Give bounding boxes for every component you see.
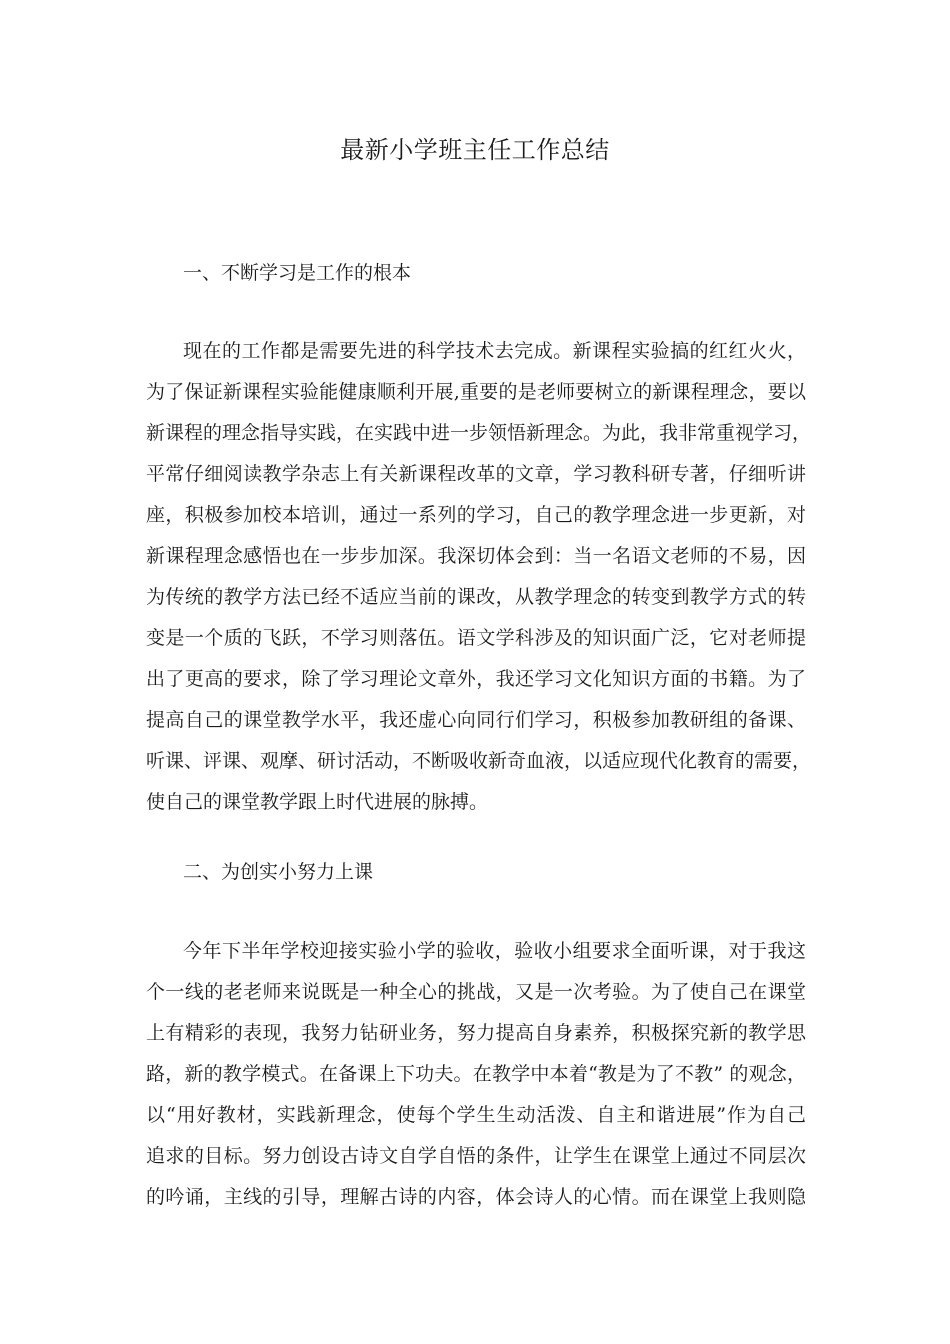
paragraph-line: 现在的工作都是需要先进的科学技术去完成。新课程实验搞的红红火火，	[183, 340, 806, 362]
paragraph-line: 路，新的教学模式。在备课上下功夫。在教学中本着“教是为了不教” 的观念，	[146, 1063, 806, 1085]
section-heading-2: 二、为创实小努力上课	[183, 861, 374, 883]
paragraph-line: 出了更高的要求，除了学习理论文章外，我还学习文化知识方面的书籍。为了	[146, 668, 806, 690]
paragraph-line: 追求的目标。努力创设古诗文自学自悟的条件，让学生在课堂上通过不同层次	[146, 1145, 806, 1167]
paragraph-line: 为了保证新课程实验能健康顺利开展,重要的是老师要树立的新课程理念，要以	[146, 381, 806, 403]
paragraph-line: 新课程理念感悟也在一步步加深。我深切体会到：当一名语文老师的不易，因	[146, 545, 806, 567]
paragraph-line: 为传统的教学方法已经不适应当前的课改，从教学理念的转变到教学方式的转	[146, 586, 806, 608]
paragraph-line: 今年下半年学校迎接实验小学的验收，验收小组要求全面听课，对于我这	[183, 940, 806, 962]
paragraph-line: 平常仔细阅读教学杂志上有关新课程改革的文章，学习教科研专著，仔细听讲	[146, 463, 806, 485]
section-1-paragraph	[146, 331, 812, 823]
section-heading-1: 一、不断学习是工作的根本	[183, 262, 412, 284]
paragraph-line: 新课程的理念指导实践，在实践中进一步领悟新理念。为此，我非常重视学习，	[146, 422, 812, 444]
paragraph-line: 变是一个质的飞跃，不学习则落伍。语文学科涉及的知识面广泛，它对老师提	[146, 627, 806, 649]
paragraph-line: 个一线的老老师来说既是一种全心的挑战，又是一次考验。为了使自己在课堂	[146, 981, 806, 1003]
paragraph-line: 提高自己的课堂教学水平，我还虚心向同行们学习，积极参加教研组的备课、	[146, 709, 806, 731]
paragraph-line: 使自己的课堂教学跟上时代进展的脉搏。	[146, 791, 489, 813]
section-2-paragraph	[146, 931, 806, 1218]
document-title: 最新小学班主任工作总结	[340, 136, 610, 164]
paragraph-line: 的吟诵，主线的引导，理解古诗的内容，体会诗人的心情。而在课堂上我则隐	[146, 1186, 806, 1208]
paragraph-line: 听课、评课、观摩、研讨活动，不断吸收新奇血液，以适应现代化教育的需要，	[146, 750, 812, 772]
paragraph-line: 上有精彩的表现，我努力钻研业务，努力提高自身素养，积极探究新的教学思	[146, 1022, 806, 1044]
paragraph-line: 座，积极参加校本培训，通过一系列的学习，自己的教学理念进一步更新，对	[146, 504, 806, 526]
paragraph-line: 以“用好教材，实践新理念，使每个学生生动活泼、自主和谐进展”作为自己	[146, 1104, 806, 1126]
